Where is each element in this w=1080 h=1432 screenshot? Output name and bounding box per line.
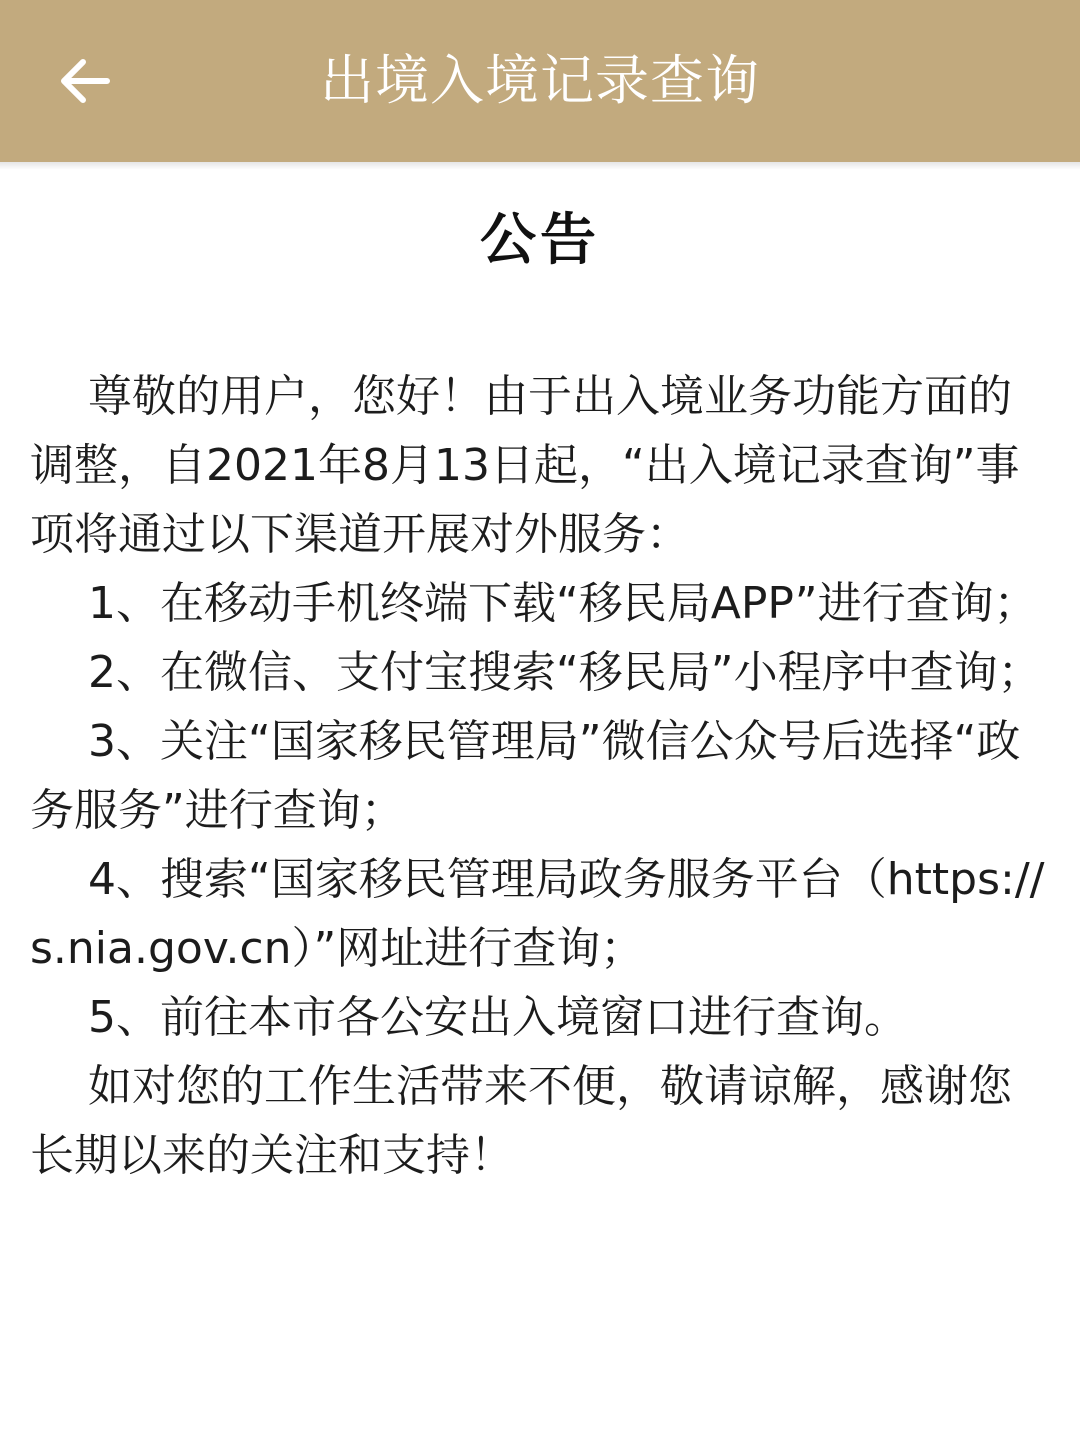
notice-item-2: 2、在微信、支付宝搜索“移民局”小程序中查询； xyxy=(88,647,1042,698)
notice-body xyxy=(30,362,1045,1190)
notice-item-3: 3、关注“国家移民管理局”微信公众号后选择“政务服务”进行查询； xyxy=(30,716,1021,836)
notice-closing: 如对您的工作生活带来不便，敬请谅解，感谢您长期以来的关注和支持！ xyxy=(30,1061,1012,1181)
notice-item-1: 1、在移动手机终端下载“移民局APP”进行查询； xyxy=(88,578,1038,629)
notice-paragraph-intro: 尊敬的用户，您好！由于出入境业务功能方面的调整，自2021年8月13日起，“出入境记录查询”事项将通过以下渠道开展对外服务： xyxy=(30,371,1020,560)
notice-item-5: 5、前往本市各公安出入境窗口进行查询。 xyxy=(88,992,908,1043)
notice-item-4: 4、搜索“国家移民管理局政务服务平台（https:// s.nia.gov.cn）”网址进行查询； xyxy=(30,854,1045,974)
page-title: 出境入境记录查询 xyxy=(320,49,760,112)
app-header xyxy=(0,0,1080,162)
notice-title: 公告 xyxy=(480,208,600,273)
